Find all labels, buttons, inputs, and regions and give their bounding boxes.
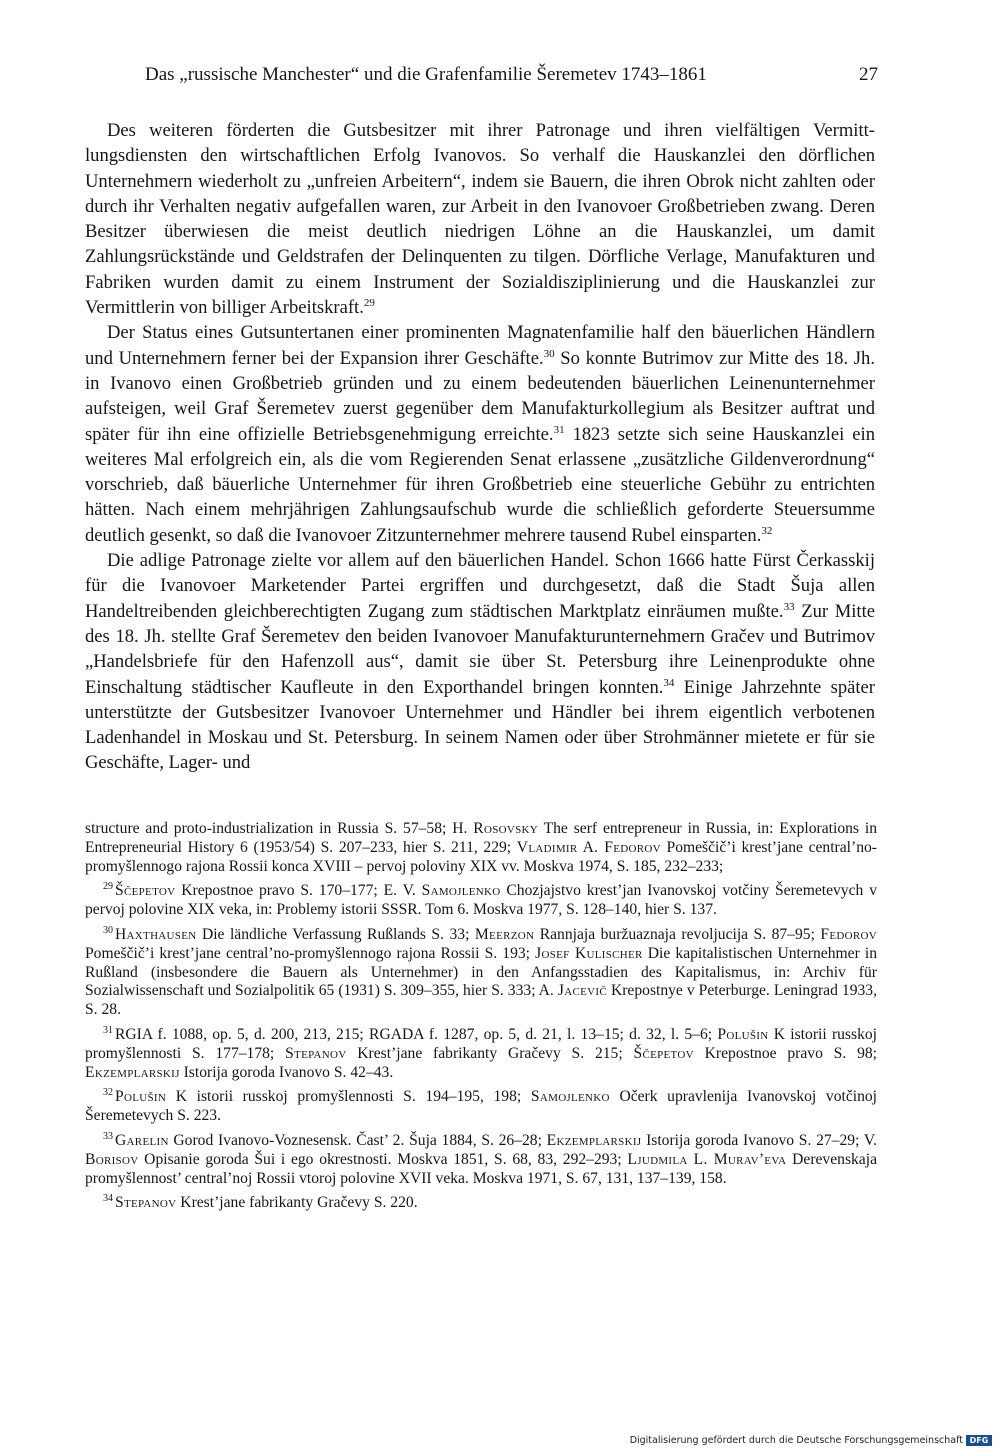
footnote-author: Ščepetov <box>633 1044 694 1062</box>
footnote-author: Stepanov <box>115 1194 177 1212</box>
page-number: 27 <box>859 64 878 85</box>
footnote-28-continued <box>85 820 877 876</box>
footnote-text: Krest’jane fabrikanty Gračevy S. 215; <box>346 1044 634 1062</box>
footnote-text: Derevenskaja promyšlennost’ central’noj Rossii vtoroj polovine XVII veka. Moskva 1971, S. 67, 131, 137–139, 158. <box>85 1150 877 1187</box>
footnote-author: Borisov <box>85 1150 139 1168</box>
footnote-number: 32 <box>103 1087 113 1099</box>
dfg-funding-notice <box>630 1433 992 1447</box>
footnote-number: 30 <box>103 924 113 936</box>
footnote-text: Rannjaja buržuaznaja revoljucija S. 87–95; <box>534 925 821 943</box>
paragraph-3 <box>85 548 875 776</box>
footnote-text: K istorii russkoj promyšlennosti S. 177–178; <box>85 1025 877 1062</box>
main-text <box>85 118 875 776</box>
footnote-text: Krepostnoe pravo S. 98; <box>693 1044 877 1062</box>
footnote-text: Pomeščič’i krest’jane central’no-promyšlennogo rajona Rossii S. 193; <box>85 944 536 962</box>
footnote-author: Jacevič <box>557 982 607 1000</box>
footnote-text: Die ländliche Verfassung Rußlands S. 33; <box>196 925 475 943</box>
footnote-author: Stepanov <box>285 1044 347 1062</box>
footnotes <box>85 820 877 1219</box>
footnote-author: Polušin <box>717 1025 769 1043</box>
footnote-33 <box>85 1132 877 1188</box>
dfg-notice-text: Digitalisierung gefördert durch die Deutsche Forschungsgemeinschaft <box>629 1434 963 1446</box>
footnote-text: Istorija goroda Ivanovo S. 27–29; V. <box>641 1131 877 1149</box>
footnote-author: Polušin <box>115 1088 167 1106</box>
footnote-text: RGIA f. 1088, op. 5, d. 200, 213, 215; RGADA f. 1287, op. 5, d. 21, l. 13–15; d. 32, l. 5–6; <box>115 1025 718 1043</box>
footnote-author: Ščepetov <box>115 882 176 900</box>
footnote-text: Gorod Ivanovo-Voznesensk. Čast’ 2. Šuja 1884, S. 26–28; <box>168 1131 547 1149</box>
footnote-author: Fedorov <box>820 925 878 943</box>
paragraph-2-text-b: So konnte Butrimov zur Mitte des 18. Jh. in Ivanovo einen Großbetrieb gründen und zu einem bedeutenden bäuerlichen Leinenunternehmer aufsteigen, weil Graf Šeremetev zuerst gegenüber dem Manufakturkollegium als Besitzer auftrat und später für ihn eine offizielle Betriebsgenehmigung erreichte. <box>85 347 875 445</box>
footnote-30 <box>85 926 877 1020</box>
footnote-text: Die kapitalistischen Unternehmer in Rußland (insbesondere die Bauern als Unternehmer) in den Anfangsstadien des Kapitalismus, in: Archiv für Sozialwissenschaft und Sozialpolitik 65 (1931) S. 309–355, hier S. 333; A. <box>85 944 877 1000</box>
footnote-number: 33 <box>103 1130 113 1142</box>
footnote-number: 31 <box>103 1024 113 1036</box>
footnote-ref-31[interactable]: 31 <box>553 423 565 436</box>
footnote-text: Krepostnye v Peterburge. Leningrad 1933, S. 28. <box>85 982 877 1019</box>
footnote-text: The serf entrepreneur in Russia, in: Explorations in Entrepreneurial History 6 (1953/54) S. 207–233, hier S. 211, 229; <box>85 820 877 856</box>
paragraph-3-text-c: Einige Jahrzehnte später unterstützte der Gutsbesitzer Ivanovoer Unternehmer und Händler bei ihrem eigentlich verbotenen Ladenhandel in Moskau und St. Petersburg. In seinem Namen oder über Strohmänner mietete er für sie Geschäfte, Lager- und <box>85 676 876 774</box>
footnote-ref-32[interactable]: 32 <box>761 524 773 537</box>
footnote-ref-29[interactable]: 29 <box>363 296 375 309</box>
footnote-author: Vladimir A. Fedorov <box>516 838 661 856</box>
footnote-author: Haxthausen <box>115 925 197 943</box>
footnote-ref-30[interactable]: 30 <box>543 347 555 360</box>
footnote-author: Ljudmila L. Murav’eva <box>627 1150 787 1168</box>
footnote-author: Garelin <box>115 1131 169 1149</box>
footnote-author: Samojlenko <box>421 882 501 900</box>
running-title: Das „russische Manchester“ und die Grafenfamilie Šeremetev 1743–1861 <box>145 64 707 85</box>
footnote-text: Istorija goroda Ivanovo S. 42–43. <box>179 1063 394 1081</box>
footnote-author: Samojlenko <box>530 1088 610 1106</box>
footnote-text: structure and proto-industrialization in Russia S. 57–58; H. <box>85 820 474 837</box>
paragraph-3-text-b: Zur Mitte des 18. Jh. stellte Graf Šeremetev den beiden Ivanovoer Manufakturunternehmern Gračev und Butrimov „Handelsbriefe für den Hafenzoll aus“, damit sie über St. Petersburg ihre Leinenprodukte ohne Einschaltung städtischer Kaufleute in den Exporthandel bringen konnten. <box>85 600 875 698</box>
footnote-ref-33[interactable]: 33 <box>783 600 795 613</box>
footnote-text: Pomeščič’i krest’jane central’no-promyšlennogo rajona Rossii konca XVIII – pervoj poloviny XIX vv. Moskva 1974, S. 185, 232–233; <box>85 838 877 875</box>
footnote-author: Meerzon <box>474 925 535 943</box>
footnote-32 <box>85 1088 877 1126</box>
footnote-author: Ekzemplarskij <box>85 1063 180 1081</box>
footnote-31 <box>85 1026 877 1082</box>
footnote-text: Krest’jane fabrikanty Gračevy S. 220. <box>176 1194 418 1212</box>
footnote-29 <box>85 882 877 920</box>
footnote-34 <box>85 1194 877 1213</box>
paragraph-2-text-c: 1823 setzte sich seine Hauskanzlei ein weiteres Mal erfolgreich ein, als die vom Regierenden Senat erlassene „zusätzliche Gildenverordnung“ vorschrieb, daß bäuerliche Unternehmer für ihren Großbetrieb eine steuerliche Gebühr zu entrichten hätten. Nach einem mehrjährigen Zahlungsaufschub wurde die schließlich geforderte Steuersumme deutlich gesenkt, so daß die Ivanovoer Zitzunternehmer mehrere tausend Rubel einsparten. <box>85 423 875 546</box>
paragraph-2-text-a: Der Status eines Gutsuntertanen einer prominenten Magnatenfamilie half den bäuerlichen Händlern und Unternehmern ferner bei der Expansion ihrer Geschäfte. <box>85 322 875 369</box>
footnote-text: K istorii russkoj promyšlennosti S. 194–195, 198; <box>166 1088 531 1106</box>
footnote-text: Krepostnoe pravo S. 170–177; E. V. <box>175 882 422 900</box>
paragraph-1 <box>85 118 875 320</box>
dfg-logo-icon: DFG <box>966 1435 992 1446</box>
paragraph-1-text: Des weiteren förderten die Gutsbesitzer mit ihrer Patronage und ihren vielfältigen Vermittlungsdiensten den wirtschaftlichen Erfolg Ivanovos. So verhalf die Hauskanzlei den dörflichen Unternehmern wiederholt zu „unfreien Arbeitern“, indem sie Bauern, die ihren Obrok nicht zahlten oder durch ihr Verhalten negativ aufgefallen waren, zur Arbeit in den Ivanovoer Großbetrieben zwang. Deren Besitzer überwiesen die meist deutlich niedrigen Löhne an die Hauskanzlei, um damit Zahlungsrückstände und Geldstrafen der Delinquenten zu tilgen. Dörfliche Verlage, Manufakturen und Fabriken wurden damit zu einem Instrument der Sozialdisziplinierung und die Hauskanzlei zur Vermittlerin von billiger Arbeitskraft. <box>85 120 875 319</box>
footnote-text: Chozjajstvo krest’jan Ivanovskoj votčiny Šeremetevych v pervoj polovine XIX veka, in: Problemy istorii SSSR. Tom 6. Moskva 1977, S. 128–140, hier S. 137. <box>85 882 877 919</box>
footnote-text: Opisanie goroda Šui i ego okrestnosti. Moskva 1851, S. 68, 83, 292–293; <box>138 1150 628 1168</box>
footnote-ref-34[interactable]: 34 <box>663 676 675 689</box>
paragraph-2 <box>85 320 875 548</box>
paragraph-3-text-a: Die adlige Patronage zielte vor allem auf den bäuerlichen Handel. Schon 1666 hatte Fürst Čerkasskij für die Ivanovoer Marketender Partei ergriffen und durchgesetzt, daß die Stadt Šuja allen Handeltreibenden gleichberechtigten Zugang zum städtischen Marktplatz einräumen mußte. <box>85 550 875 622</box>
footnote-text: Očerk upravlenija Ivanovskoj votčinoj Šeremetevych S. 223. <box>85 1088 878 1125</box>
footnote-number: 29 <box>103 881 113 893</box>
footnote-author: Josef Kulischer <box>535 944 643 962</box>
footnote-number: 34 <box>103 1193 113 1205</box>
footnote-author: Rosovsky <box>473 820 539 837</box>
footnote-author: Ekzemplarskij <box>546 1131 642 1149</box>
